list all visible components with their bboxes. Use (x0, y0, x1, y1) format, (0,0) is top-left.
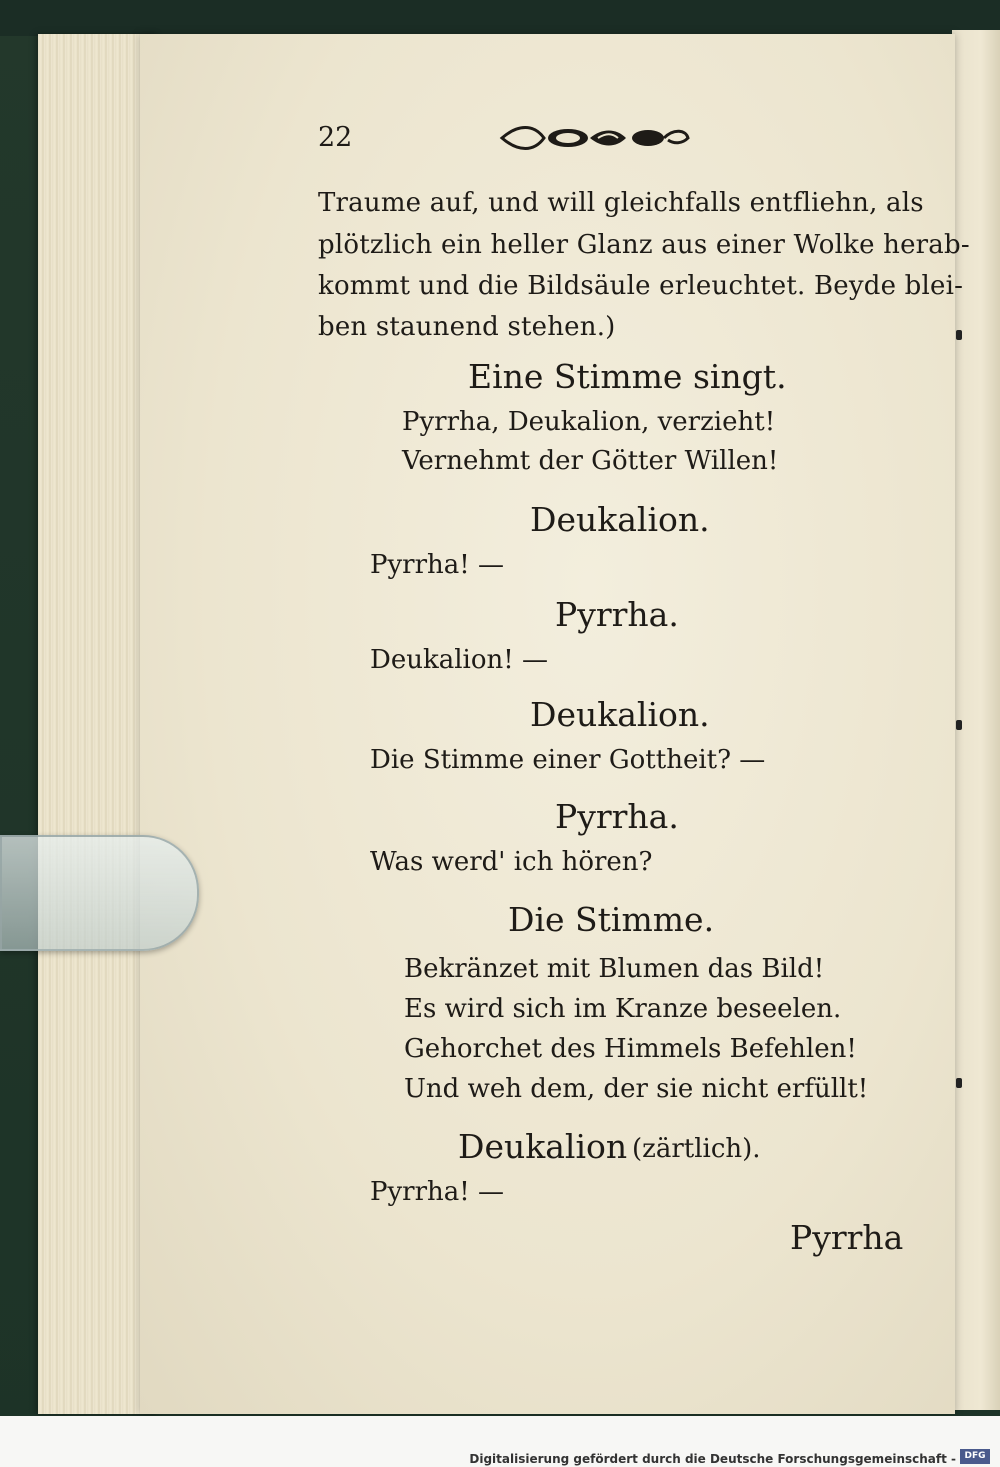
speech-was-werd: Was werd' ich hören? (370, 847, 653, 877)
song-2-line-1: Bekränzet mit Blumen das Bild! (404, 954, 825, 984)
song-1-line-1: Pyrrha, Deukalion, verzieht! (402, 407, 776, 437)
heading-deukalion-2: Deukalion. (530, 695, 710, 734)
page-edge-marker (956, 720, 962, 730)
song-2-line-4: Und weh dem, der sie nicht erfüllt! (404, 1074, 869, 1104)
heading-deukalion-3: Deukalion (458, 1127, 628, 1166)
song-2-line-2: Es wird sich im Kranze beseelen. (404, 994, 842, 1024)
paragraph-line-4: ben staunend stehen.) (318, 312, 616, 342)
speech-pyrrha-2: Pyrrha! — (370, 1177, 504, 1207)
heading-pyrrha-1: Pyrrha. (555, 595, 679, 634)
heading-pyrrha-2: Pyrrha. (555, 797, 679, 836)
song-1-line-2: Vernehmt der Götter Willen! (402, 446, 779, 476)
paragraph-line-3: kommt und die Bildsäule erleuchtet. Beyde blei- (318, 271, 964, 301)
heading-eine-stimme: Eine Stimme singt. (468, 357, 787, 396)
glass-page-holder (0, 835, 199, 951)
speech-stimme-gottheit: Die Stimme einer Gottheit? — (370, 745, 766, 775)
top-dark-band (0, 0, 1000, 36)
footer-credit: Digitalisierung gefördert durch die Deutsche Forschungsgemeinschaft - (469, 1452, 956, 1466)
paragraph-line-2: plötzlich ein heller Glanz aus einer Wolke herab- (318, 230, 970, 260)
page-edge-marker (956, 1078, 962, 1088)
heading-deukalion-1: Deukalion. (530, 500, 710, 539)
speech-deukalion-1: Deukalion! — (370, 645, 548, 675)
page-number: 22 (318, 122, 353, 153)
song-2-line-3: Gehorchet des Himmels Befehlen! (404, 1034, 857, 1064)
page-edge-marker (956, 330, 962, 340)
paragraph-line-1: Traume auf, und will gleichfalls entfliehn, als (318, 188, 924, 218)
speech-pyrrha-1: Pyrrha! — (370, 550, 504, 580)
headpiece-ornament-icon (498, 120, 690, 156)
heading-die-stimme: Die Stimme. (508, 900, 715, 939)
catchword: Pyrrha (790, 1218, 904, 1257)
stage-direction-zaertlich: (zärtlich). (632, 1134, 761, 1164)
dfg-logo-icon: DFG (960, 1449, 990, 1464)
